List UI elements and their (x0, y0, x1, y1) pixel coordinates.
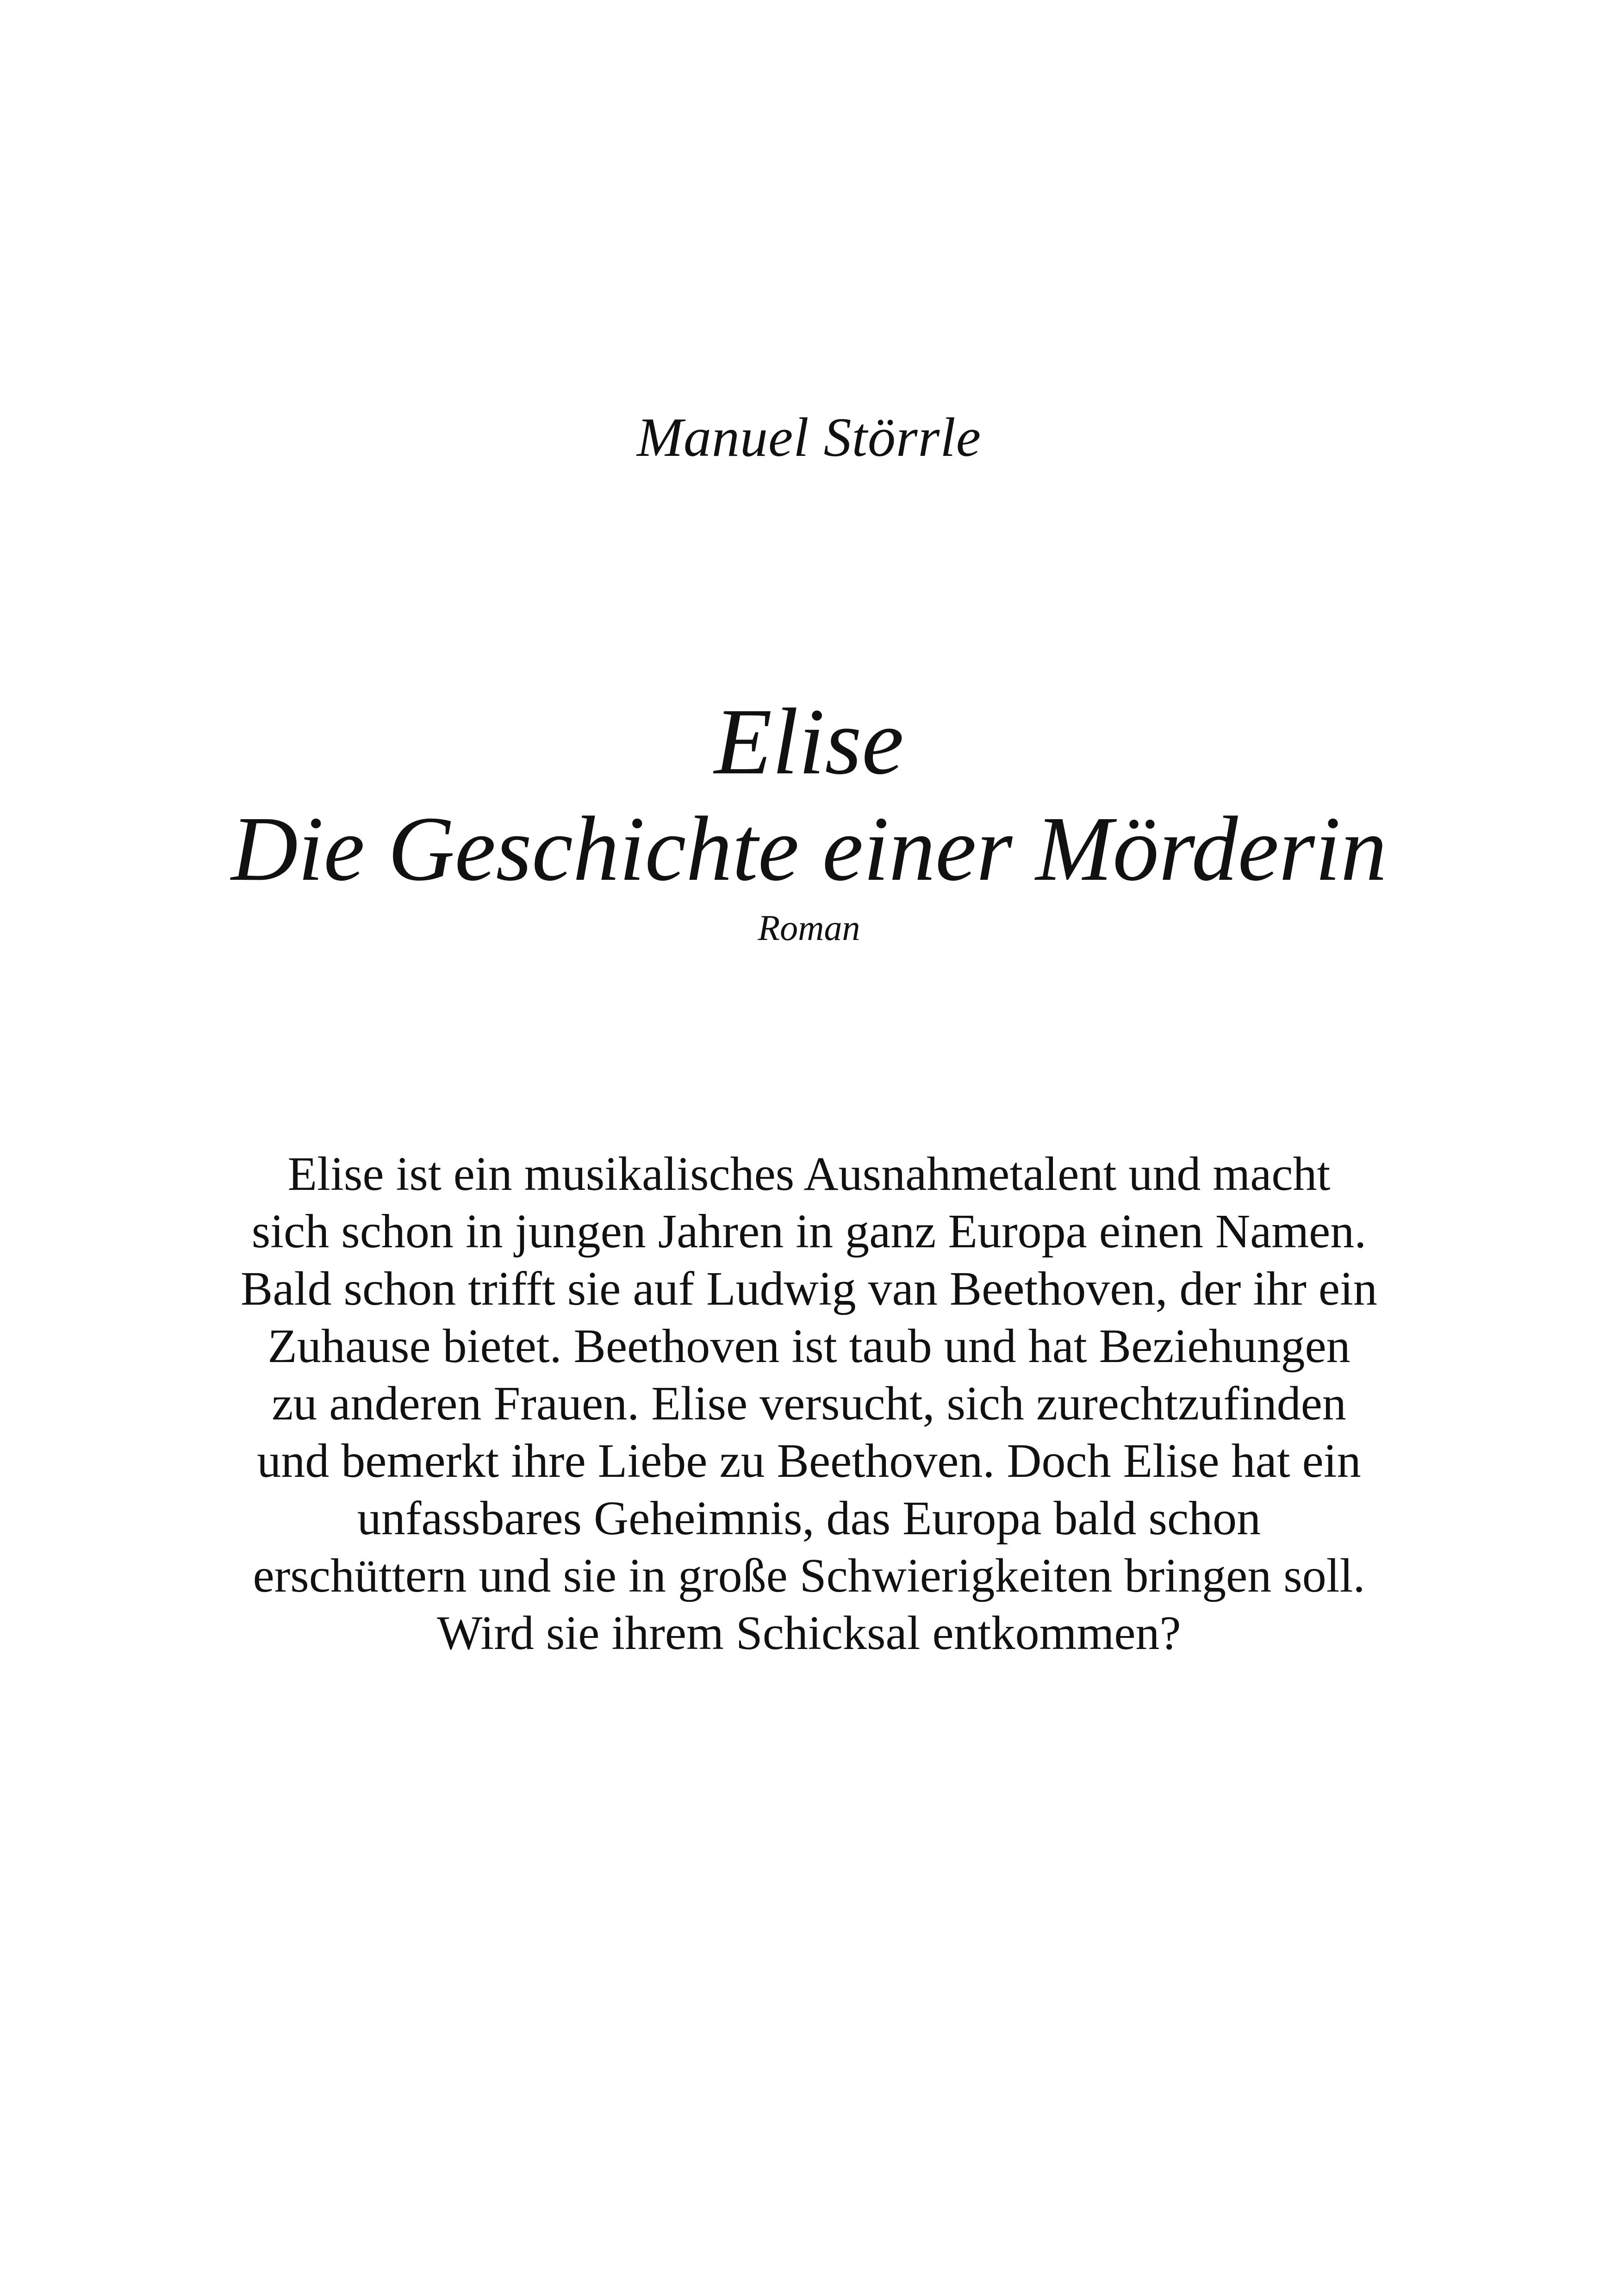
blurb-text (93, 1145, 1525, 1662)
blurb-line: Wird sie ihrem Schicksal entkommen? (437, 1606, 1181, 1660)
title-line-2: Die Geschichte einer Mörderin (231, 798, 1387, 900)
author-name: Manuel Störrle (637, 406, 981, 468)
blurb-line: sich schon in jungen Jahren in ganz Europa einen Namen. (251, 1205, 1367, 1258)
blurb-line: Zuhause bietet. Beethoven ist taub und hat Beziehungen (268, 1319, 1350, 1373)
blurb-line: Elise ist ein musikalisches Ausnahmetalent und macht (287, 1147, 1331, 1201)
genre-label: Roman (758, 908, 860, 948)
book-title (0, 685, 1618, 900)
blurb-line: zu anderen Frauen. Elise versucht, sich zurechtzufinden (272, 1377, 1346, 1430)
title-line-1: Elise (714, 689, 904, 794)
blurb-line: und bemerkt ihre Liebe zu Beethoven. Doch Elise hat ein (257, 1434, 1361, 1487)
blurb-line: Bald schon trifft sie auf Ludwig van Beethoven, der ihr ein (241, 1262, 1377, 1315)
blurb-line: unfassbares Geheimnis, das Europa bald schon (357, 1492, 1261, 1545)
blurb-line: erschüttern und sie in große Schwierigkeiten bringen soll. (253, 1549, 1365, 1602)
